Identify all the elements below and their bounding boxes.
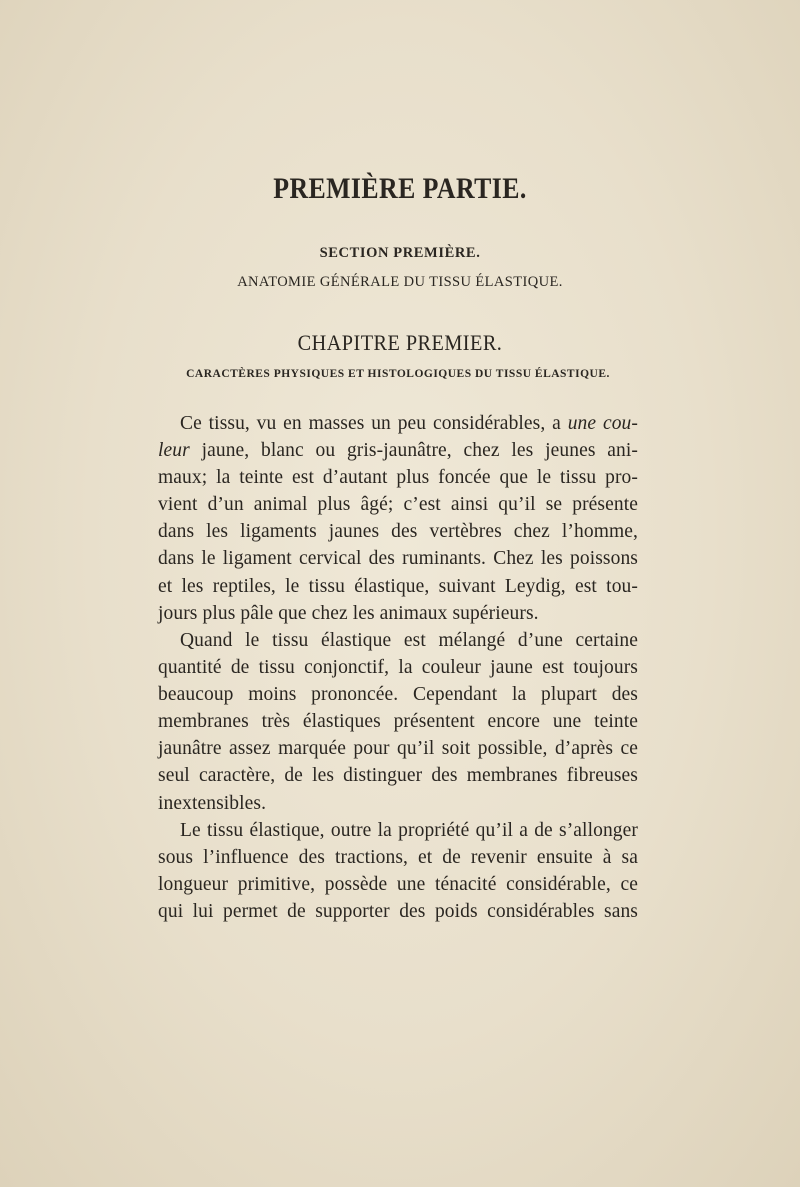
- paragraph-line: quantité de tissu conjonctif, la couleur jaune est toujours: [158, 657, 638, 679]
- paragraph-line: jours plus pâle que chez les animaux supérieurs.: [158, 602, 539, 624]
- paragraph-line: longueur primitive, possède une ténacité considérable, ce: [158, 874, 638, 896]
- paragraph-line: Le tissu élastique, outre la propriété qu’il a de s’allonger: [180, 820, 638, 841]
- paragraph-line: jaunâtre assez marquée pour qu’il soit possible, d’après ce: [158, 738, 638, 760]
- paragraph-line: maux; la teinte est d’autant plus foncée que le tissu pro-: [158, 467, 638, 489]
- text-run: jaune, blanc ou gris-jaunâtre, chez les jeunes ani-: [189, 440, 638, 462]
- section-title: SECTION PREMIÈRE.: [319, 245, 481, 261]
- paragraph-line: dans le ligament cervical des ruminants. Chez les poissons: [158, 548, 638, 570]
- paragraph-2: [158, 627, 638, 817]
- italic-text-run: leur: [158, 440, 190, 462]
- paragraph-line: qui lui permet de supporter des poids considérables sans: [158, 901, 638, 923]
- part-title: PREMIÈRE PARTIE.: [273, 172, 527, 205]
- paragraph-line: vient d’un animal plus âgé; c’est ainsi qu’il se présente: [158, 494, 638, 516]
- paragraph-line: [158, 437, 638, 464]
- paragraph-line: membranes très élastiques présentent encore une teinte: [158, 711, 638, 733]
- paragraph-line: sous l’influence des tractions, et de revenir ensuite à sa: [158, 847, 638, 869]
- section-subtitle: ANATOMIE GÉNÉRALE DU TISSU ÉLASTIQUE.: [237, 274, 563, 290]
- paragraph-line: dans les ligaments jaunes des vertèbres chez l’homme,: [158, 521, 638, 543]
- chapter-subtitle: CARACTÈRES PHYSIQUES ET HISTOLOGIQUES DU TISSU ÉLASTIQUE.: [186, 368, 610, 380]
- paragraph-line: seul caractère, de les distinguer des membranes fibreuses: [158, 765, 638, 787]
- chapter-title: CHAPITRE PREMIER.: [297, 330, 503, 355]
- italic-text-run: une cou-: [567, 413, 638, 434]
- paragraph-line: inextensibles.: [158, 792, 267, 814]
- text-run: Ce tissu, vu en masses un peu considérables, a: [180, 413, 568, 434]
- paragraph-line: [158, 410, 638, 437]
- paragraph-line: beaucoup moins prononcée. Cependant la plupart des: [158, 684, 638, 706]
- paragraph-1: [158, 410, 638, 627]
- paragraph-3: [158, 817, 638, 925]
- paragraph-line: Quand le tissu élastique est mélangé d’une certaine: [180, 630, 638, 651]
- paragraph-line: et les reptiles, le tissu élastique, suivant Leydig, est tou-: [158, 575, 638, 597]
